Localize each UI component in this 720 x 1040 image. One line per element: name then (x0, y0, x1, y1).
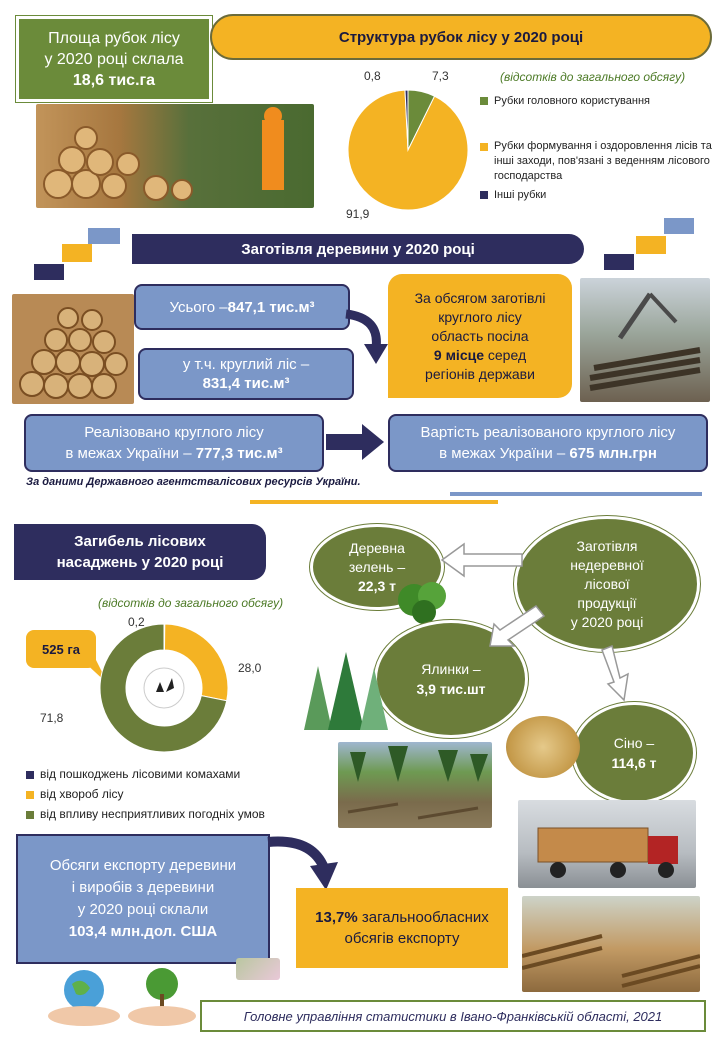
decor-square (636, 236, 666, 254)
loss-badge: 525 га (26, 630, 96, 668)
export-line: і виробів з деревини (71, 879, 215, 896)
nonwood-center-line: у 2020 році (570, 613, 644, 630)
legend-label: Інші рубки (494, 189, 547, 201)
timber-truck-photo (518, 800, 696, 888)
loss-legend (26, 764, 265, 824)
decor-square (664, 218, 694, 234)
cost-value: 675 млн.грн (569, 445, 657, 462)
loss-legend-item (26, 764, 265, 784)
greens-value: 22,3 т (358, 577, 396, 594)
legend-label: Рубки головного користування (494, 95, 650, 107)
sold-line (65, 443, 282, 464)
harvester-illustration (580, 278, 710, 402)
pie2-label-disease: 28,0 (238, 661, 262, 675)
rank-place: 9 місце (433, 346, 484, 363)
legend-label: від пошкоджень лісовими комахами (40, 767, 241, 781)
sold-label: Реалізовано круглого лісу (84, 424, 264, 441)
area-line2: у 2020 році склала (44, 50, 184, 68)
money-icon (236, 958, 280, 980)
loss-legend-item (26, 784, 265, 804)
legend-item-forming (480, 139, 715, 184)
legend-label: від впливу несприятливих погодніх умов (40, 807, 265, 821)
export-share-label: загальнообласних (357, 909, 489, 926)
harvest-total-label: Усього – (169, 298, 228, 316)
area-line1: Площа рубок лісу (48, 29, 180, 47)
rank-line: область посіла (431, 327, 529, 344)
hay-value: 114,6 т (611, 755, 657, 771)
rank-line: регіонів держави (425, 365, 535, 382)
nonwood-center-line: продукції (577, 594, 637, 611)
export-share-label: обсягів експорту (344, 930, 460, 947)
pie1-label-other: 0,8 (364, 69, 381, 83)
nonwood-center-line: Заготівля (576, 537, 638, 554)
logs-photo (36, 104, 314, 208)
decor-square (34, 264, 64, 280)
structure-title: Структура рубок лісу у 2020 році (210, 14, 712, 60)
trees-value: 3,9 тис.шт (416, 681, 486, 697)
rank-suffix: серед (484, 346, 527, 363)
harvest-total-box (134, 284, 350, 330)
arrow-down-right-icon (598, 644, 638, 702)
yard-illustration (522, 896, 700, 992)
hay-circle (572, 702, 696, 804)
structure-legend (480, 94, 715, 203)
loss-donut (40, 612, 280, 762)
divider (450, 492, 702, 496)
export-line: у 2020 році склали (77, 901, 209, 918)
loss-title (14, 524, 266, 580)
legend-item-main (480, 94, 715, 109)
sold-prefix: в межах України – (65, 445, 196, 462)
truck-illustration (518, 800, 696, 888)
legend-swatch (480, 143, 488, 151)
footer: Головне управління статистики в Івано-Франківській області, 2021 (200, 1000, 706, 1032)
logs-stack-illustration (12, 294, 134, 404)
nonwood-center-line: лісової (584, 575, 630, 592)
legend-swatch (26, 811, 34, 819)
nonwood-center-line: недеревної (570, 556, 644, 573)
pie1-label-main: 7,3 (432, 69, 449, 83)
loss-note: (відсотків до загального обсягу) (98, 596, 284, 610)
cost-line (439, 443, 657, 464)
cost-prefix: в межах України – (439, 445, 570, 462)
legend-swatch (26, 771, 34, 779)
greens-branch-icon (394, 574, 454, 624)
decor-square (62, 244, 92, 262)
clearing-illustration (338, 742, 492, 828)
timber-yard-photo (522, 896, 700, 992)
harvest-round-value: 831,4 тис.м³ (202, 375, 290, 392)
export-share-box (296, 888, 508, 968)
loss-legend-item (26, 804, 265, 824)
hay-bale-icon (506, 716, 580, 778)
cost-label: Вартість реалізованого круглого лісу (420, 424, 676, 441)
logs-stack-photo (12, 294, 134, 404)
export-share-value: 13,7% (315, 909, 358, 926)
pie2-label-weather: 71,8 (40, 711, 64, 725)
area-value: 18,6 тис.га (72, 71, 156, 89)
harvest-round-box (138, 348, 354, 400)
legend-label: від хвороб лісу (40, 787, 124, 801)
hazard-icon-bg (144, 668, 184, 708)
decor-square (88, 228, 120, 244)
hay-label: Сіно – (613, 735, 655, 751)
harvest-round-label: у т.ч. круглий ліс – (182, 356, 310, 373)
greens-label: Деревна (349, 539, 405, 556)
arrow-right-icon (322, 424, 386, 460)
legend-item-other (480, 188, 715, 203)
harvest-total-value: 847,1 тис.м³ (227, 298, 315, 316)
loss-title-line1: Загибель лісових (74, 533, 206, 550)
export-share-line (315, 907, 489, 928)
export-line: Обсяги експорту деревини (49, 857, 237, 874)
legend-swatch (480, 97, 488, 105)
sold-value: 777,3 тис.м³ (195, 445, 283, 462)
legend-label: Рубки формування і оздоровлення лісів та інші заходи, пов'язані з веденням лісового господарства (494, 140, 712, 182)
arrow-left-icon (440, 540, 524, 580)
pie2-label-insects: 0,2 (128, 615, 145, 629)
curved-arrow-export-icon (262, 832, 342, 892)
harvest-title: Заготівля деревини у 2020 році (132, 234, 584, 264)
loss-title-line2: насаджень у 2020 році (56, 554, 224, 571)
harvest-source: За даними Державного агентствалісових ресурсів України. (26, 476, 361, 488)
harvester-photo (580, 278, 710, 402)
pie1-label-forming: 91,9 (346, 207, 370, 221)
logs-illustration (36, 104, 314, 208)
rank-line: круглого лісу (438, 308, 522, 325)
decor-square (604, 254, 634, 270)
export-box (16, 834, 270, 964)
legend-swatch (480, 191, 488, 199)
hands-globe-tree-icon (34, 962, 204, 1032)
greens-label: зелень – (348, 558, 406, 575)
export-value: 103,4 млн.дол. США (68, 923, 218, 940)
cost-box (388, 414, 708, 472)
rank-line: За обсягом заготівлі (414, 289, 546, 306)
trees-label: Ялинки – (421, 661, 481, 677)
fir-trees-icon (300, 646, 388, 732)
rank-line (434, 346, 526, 365)
sold-box (24, 414, 324, 472)
divider (250, 500, 498, 504)
harvest-rank-box (388, 274, 572, 398)
structure-pie (340, 62, 480, 222)
structure-note: (відсотків до загального обсягу) (500, 70, 686, 84)
legend-swatch (26, 791, 34, 799)
area-box (16, 16, 212, 102)
arrow-down-left-icon (486, 604, 546, 650)
clearing-photo (338, 742, 492, 828)
